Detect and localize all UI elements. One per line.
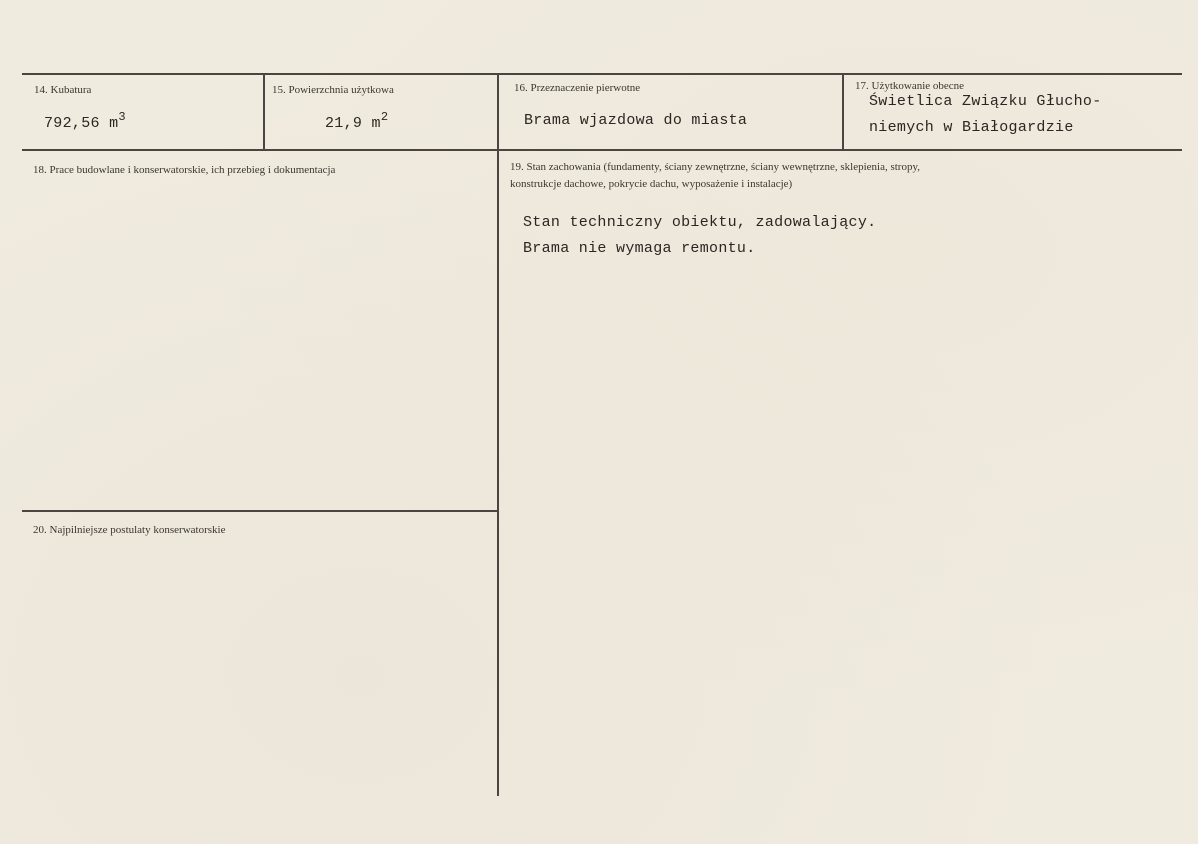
powierzchnia-value-text: 21,9 m <box>325 115 381 132</box>
prace-label: 18. Prace budowlane i konserwatorskie, ich przebieg i dokumentacja <box>33 164 336 176</box>
postulaty-label: 20. Najpilniejsze postulaty konserwatorskie <box>33 524 226 536</box>
przeznaczenie-value: Brama wjazdowa do miasta <box>524 112 748 129</box>
stan-value-line1: Stan techniczny obiektu, zadowalający. <box>523 214 877 231</box>
stan-value-line2: Brama nie wymaga remontu. <box>523 240 756 257</box>
column-divider-3 <box>842 74 844 150</box>
section-divider-line <box>22 510 497 512</box>
kubatura-exponent: 3 <box>118 110 126 124</box>
powierzchnia-value <box>325 110 389 134</box>
uzytkowanie-label: 17. Użytkowanie obecne <box>855 80 965 92</box>
kubatura-value-text: 792,56 m <box>44 115 119 132</box>
uzytkowanie-value-line2: niemych w Białogardzie <box>869 119 1074 136</box>
powierzchnia-label: 15. Powierzchnia użytkowa <box>272 84 394 96</box>
kubatura-label: 14. Kubatura <box>34 84 92 96</box>
row-divider-line <box>22 149 1182 151</box>
powierzchnia-exponent: 2 <box>380 110 389 124</box>
top-border-line <box>22 73 1182 75</box>
uzytkowanie-value-line1: Świetlica Związku Głucho- <box>869 93 1102 110</box>
stan-label-line1: 19. Stan zachowania (fundamenty, ściany zewnętrzne, ściany wewnętrzne, sklepienia, stropy, <box>510 161 921 173</box>
column-divider-2 <box>497 74 499 796</box>
column-divider-1 <box>263 74 265 150</box>
przeznaczenie-label: 16. Przeznaczenie pierwotne <box>514 82 641 94</box>
stan-label-line2: konstrukcje dachowe, pokrycie dachu, wyposażenie i instalacje) <box>510 178 793 190</box>
kubatura-value <box>44 110 126 134</box>
